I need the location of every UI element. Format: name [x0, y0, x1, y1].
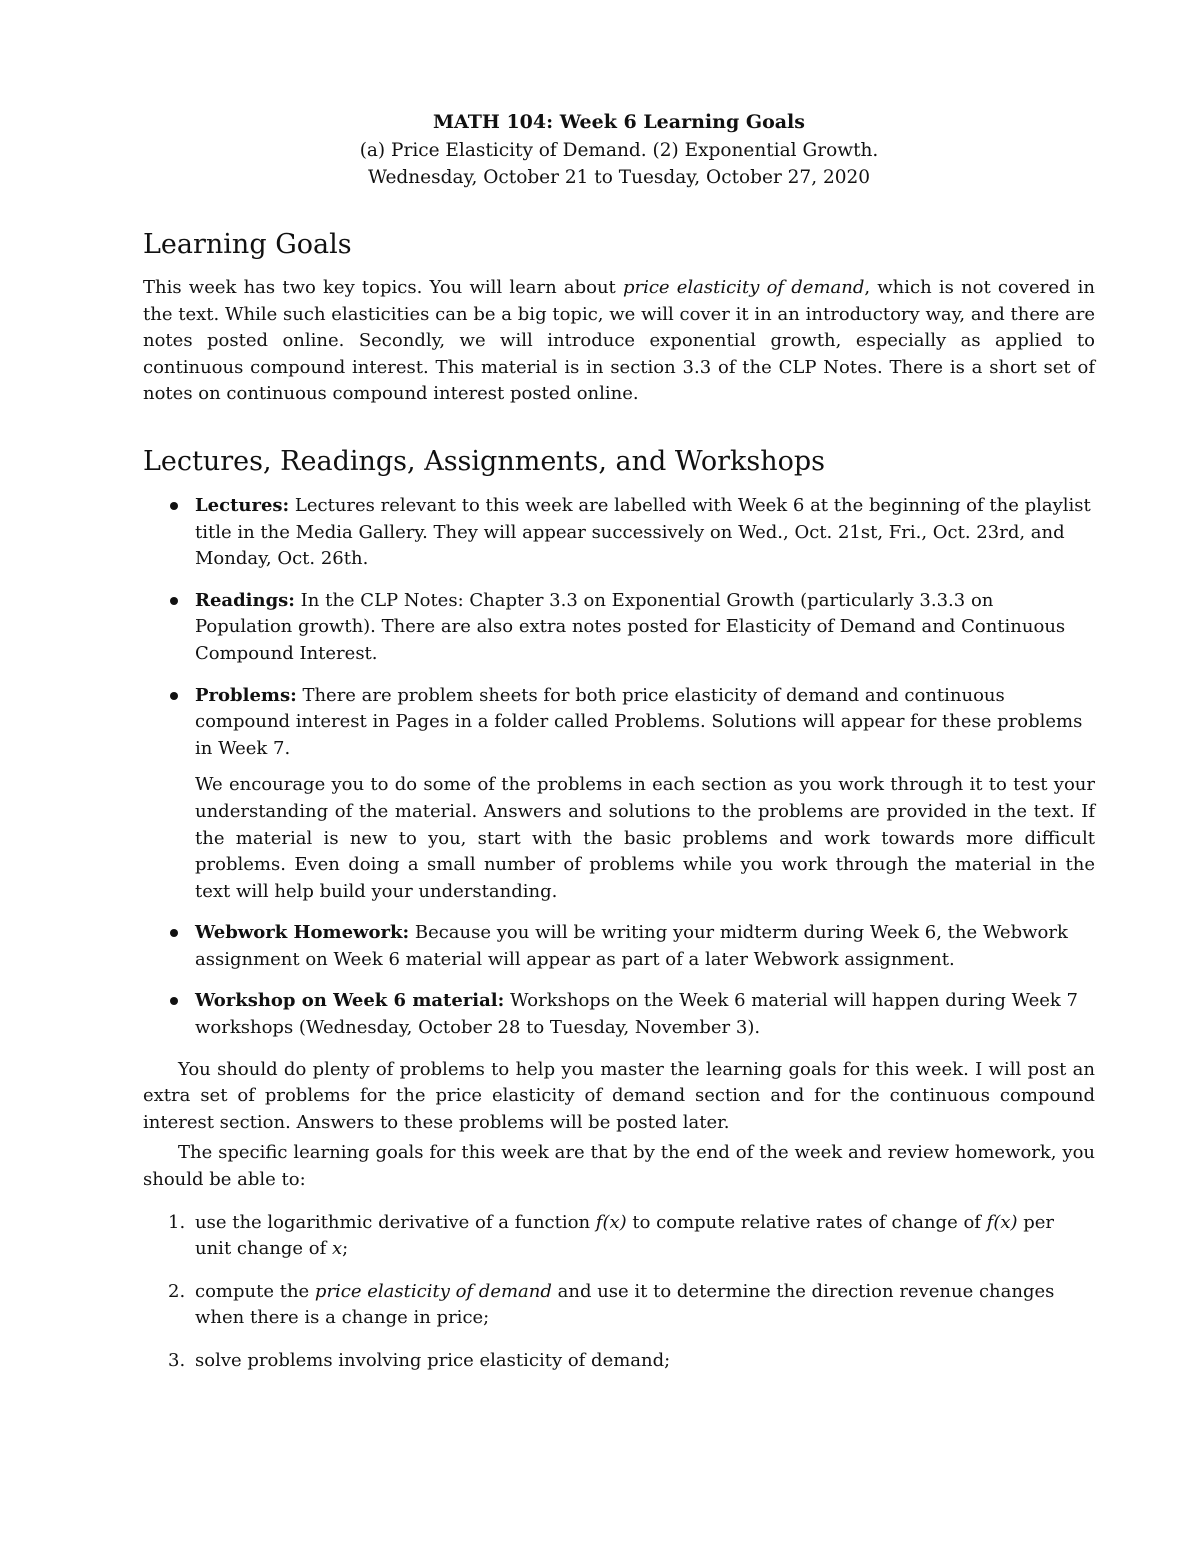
item-text: Workshops on the Week 6 material will happen during Week 7 workshops (Wednesday, October 28 to Tuesday, November 3).	[195, 990, 1078, 1039]
lectures-list	[143, 493, 1095, 1042]
goal-text: use the logarithmic derivative of a function	[195, 1211, 596, 1233]
intro-text-b: , which is not covered in the text. While such elasticities can be a big topic, we will cover it in an introductory way, and there are notes posted online. Secondly, we will introduce exponential growth, especially as applied to continuous compound interest. This material is in section 3.3 of the CLP Notes. There is a short set of notes on continuous compound interest posted online.	[143, 277, 1095, 405]
list-item-problems	[195, 683, 1095, 906]
list-item-lectures	[195, 493, 1095, 573]
lectures-heading: Lectures, Readings, Assignments, and Workshops	[143, 445, 825, 477]
goal-text: per unit change of	[195, 1211, 1055, 1260]
list-item-webwork	[195, 920, 1095, 973]
goal-number: 1.	[168, 1211, 186, 1233]
goal-number: 2.	[168, 1280, 186, 1302]
goal-text: and use it to determine the direction revenue changes when there is a change in price;	[195, 1280, 1055, 1329]
intro-emphasis: price elasticity of demand	[622, 277, 865, 298]
item-label: Problems:	[195, 684, 297, 706]
goal-text: to compute relative rates of change of	[626, 1211, 987, 1233]
goal-item	[168, 1210, 1095, 1263]
bullet-icon	[170, 997, 178, 1005]
goal-text: ;	[342, 1238, 349, 1260]
bullet-icon	[170, 597, 178, 605]
closing-section	[143, 1057, 1095, 1194]
goals-list	[143, 1210, 1095, 1375]
math-expression: f(x)	[986, 1211, 1018, 1233]
learning-goals-heading: Learning Goals	[143, 229, 352, 260]
intro-text-a: This week has two key topics. You will learn about	[143, 277, 623, 298]
item-label: Webwork Homework:	[195, 922, 410, 944]
math-expression: f(x)	[595, 1211, 627, 1233]
closing-paragraph-1: You should do plenty of problems to help you master the learning goals for this week. I will post an extra set of problems for the price elasticity of demand section and for the continuous compound interest section. Answers to these problems will be posted later.	[143, 1058, 1095, 1133]
document-content	[143, 108, 1095, 1391]
goal-emphasis: price elasticity of demand	[314, 1280, 552, 1302]
item-label: Workshop on Week 6 material:	[195, 990, 505, 1012]
goal-item	[168, 1348, 1095, 1375]
item-label: Lectures:	[195, 494, 290, 516]
goal-text: compute the	[195, 1280, 315, 1302]
math-expression: x	[332, 1238, 343, 1260]
item-text: Lectures relevant to this week are labelled with Week 6 at the beginning of the playlist title in the Media Gallery. They will appear successively on Wed., Oct. 21st, Fri., Oct. 23rd, and Monday, Oct. 26th.	[195, 494, 1091, 570]
document-header	[143, 108, 1095, 191]
goal-text: solve problems involving price elasticity of demand;	[195, 1350, 671, 1371]
list-item-readings	[195, 588, 1095, 668]
item-text: Because you will be writing your midterm during Week 6, the Webwork assignment on Week 6 material will appear as part of a later Webwork assignment.	[195, 922, 1068, 970]
goal-number: 3.	[168, 1350, 186, 1371]
document-dates: Wednesday, October 21 to Tuesday, October 27, 2020	[367, 167, 871, 188]
item-text: In the CLP Notes: Chapter 3.3 on Exponential Growth (particularly 3.3.3 on Population growth). There are also extra notes posted for Elasticity of Demand and Continuous Compound Interest.	[195, 589, 1066, 664]
document-title: MATH 104: Week 6 Learning Goals	[433, 111, 805, 133]
learning-goals-intro	[143, 275, 1095, 408]
list-item-workshop	[195, 988, 1095, 1041]
document-subtitle: (a) Price Elasticity of Demand. (2) Exponential Growth.	[359, 140, 879, 161]
goal-item	[168, 1279, 1095, 1332]
bullet-icon	[170, 502, 178, 510]
item-extra-text: We encourage you to do some of the problems in each section as you work through it to test your understanding of the material. Answers and solutions to the problems are provided in the text. If the material is new to you, start with the basic problems and work towards more difficult problems. Even doing a small number of problems while you work through the material in the text will help build your understanding.	[195, 774, 1095, 902]
bullet-icon	[170, 929, 178, 937]
item-text: There are problem sheets for both price elasticity of demand and continuous compound interest in Pages in a folder called Problems. Solutions will appear for these problems in Week 7.	[195, 684, 1083, 759]
item-label: Readings:	[195, 589, 295, 611]
closing-paragraph-2: The specific learning goals for this week are that by the end of the week and review homework, you should be able to:	[143, 1142, 1095, 1191]
bullet-icon	[170, 692, 178, 700]
